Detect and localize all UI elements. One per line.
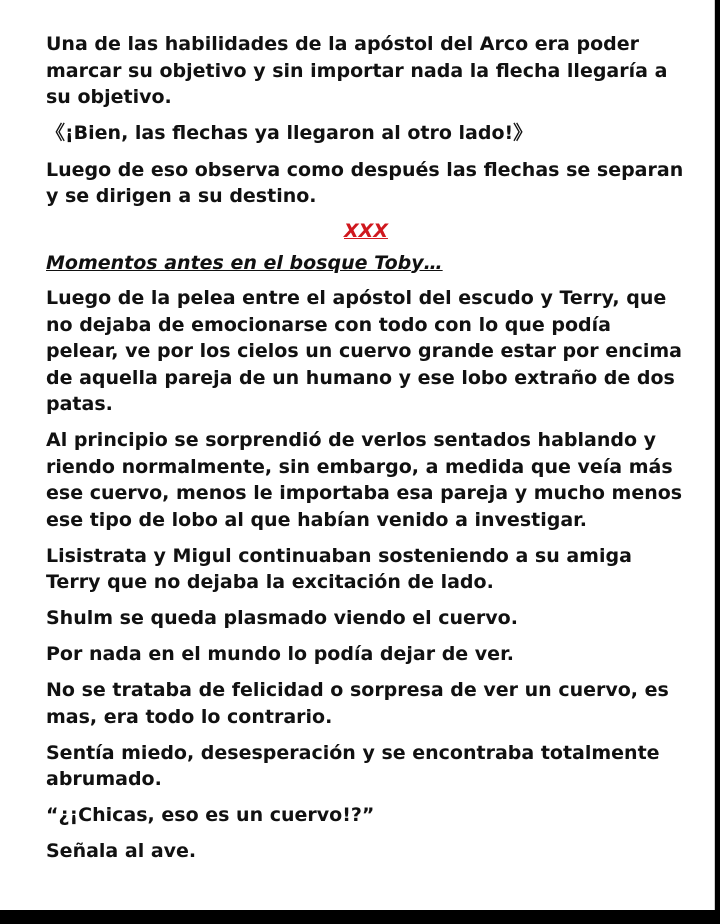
paragraph: Shulm se queda plasmado viendo el cuervo. [46,607,518,629]
paragraph: Al principio se sorprendió de verlos sentados hablando y riendo normalmente, sin embargo, a medida que veía más ese cuervo, menos le importaba esa pareja y mucho menos ese tipo de lobo al que habían venido a investigar. [46,429,683,531]
paragraph: No se trataba de felicidad o sorpresa de ver un cuervo, es mas, era todo lo contrario. [46,679,669,728]
paragraph: Lisistrata y Migul continuaban sosteniendo a su amiga Terry que no dejaba la excitación de lado. [46,544,632,593]
paragraph: Señala al ave. [46,840,197,862]
frame-right-edge [715,0,720,924]
paragraph: Luego de eso observa como después las flechas se separan y se dirigen a su destino. [46,158,684,207]
paragraph-dialogue: 《¡Bien, las flechas ya llegaron al otro lado!》 [46,122,533,144]
scene-heading: Momentos antes en el bosque Toby… [46,251,443,274]
paragraph-dialogue: “¿¡Chicas, eso es un cuervo!?” [46,804,375,826]
document-body [46,31,686,874]
paragraph: Una de las habilidades de la apóstol del Arco era poder marcar su objetivo y sin importar nada la flecha llegaría a su objetivo. [46,33,668,108]
paragraph: Sentía miedo, desesperación y se encontraba totalmente abrumado. [46,741,660,790]
paragraph: Por nada en el mundo lo podía dejar de ver. [46,643,514,665]
paragraph: Luego de la pelea entre el apóstol del escudo y Terry, que no dejaba de emocionarse con todo con lo que podía pelear, ve por los cielos un cuervo grande estar por encima de aquella pareja de un humano y ese lobo extraño de dos patas. [46,287,682,415]
frame-bottom-edge [0,910,720,924]
section-separator: XXX [344,220,388,242]
